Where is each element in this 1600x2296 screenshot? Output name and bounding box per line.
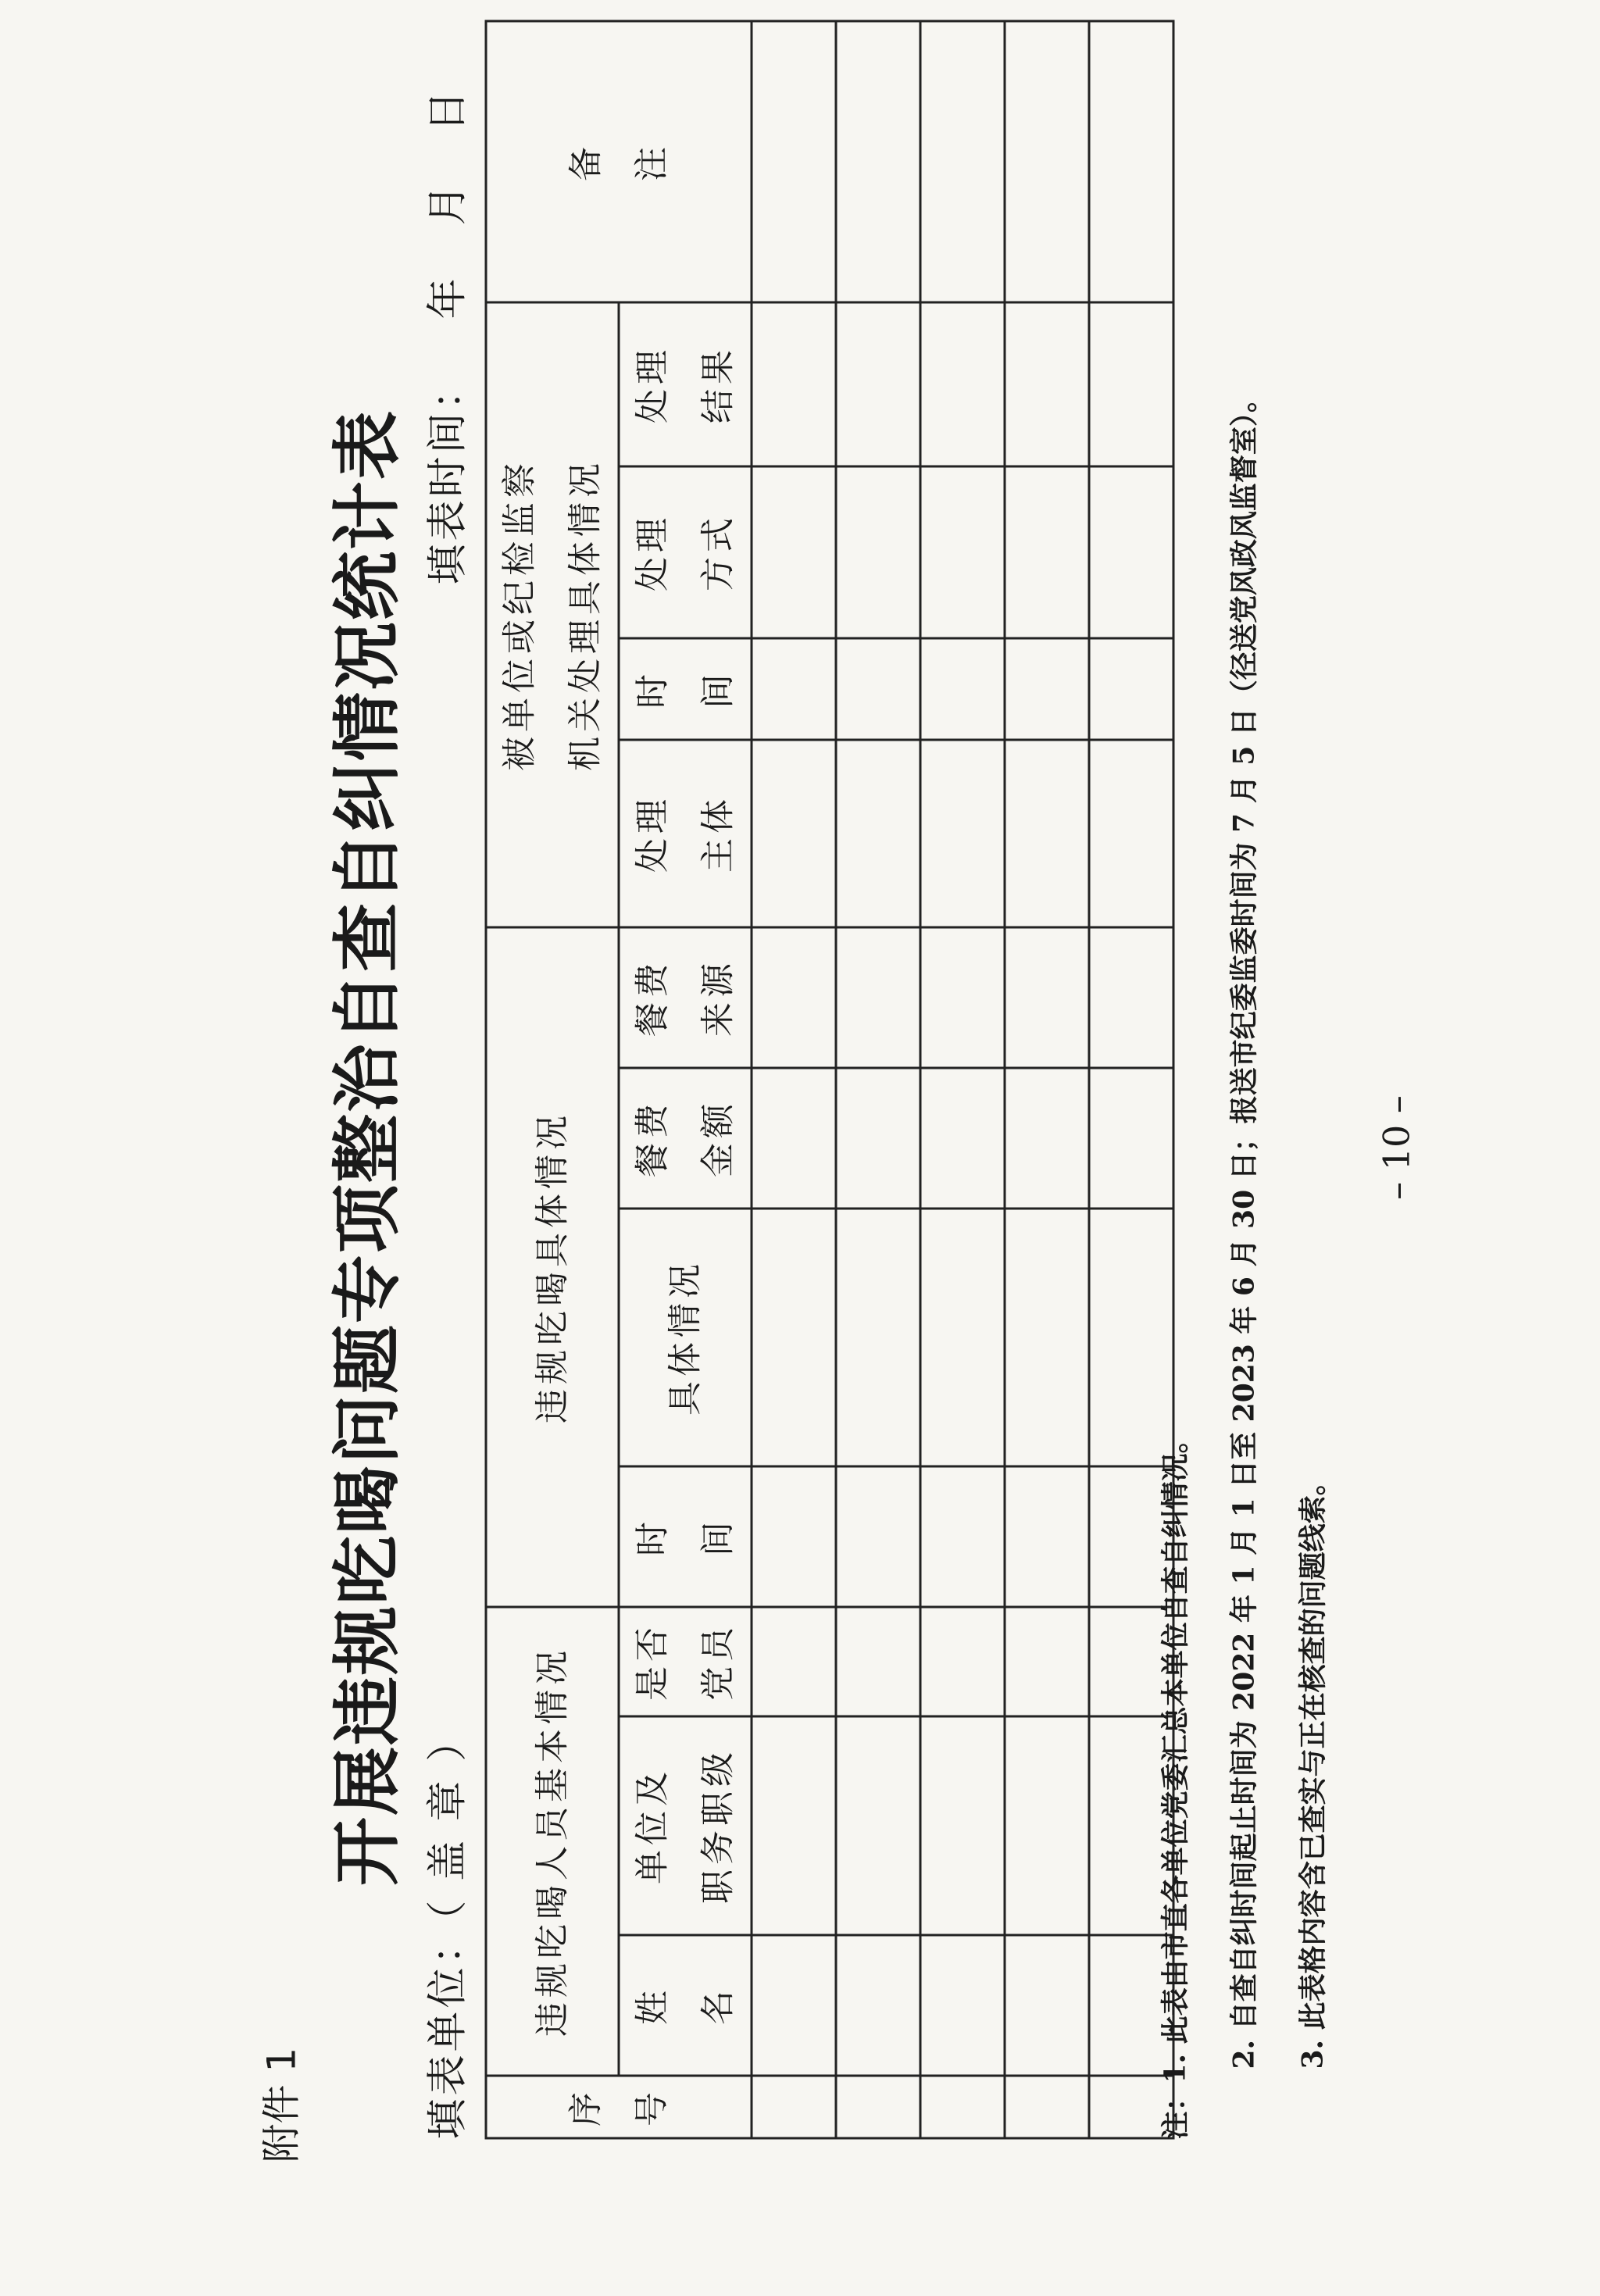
table-cell bbox=[920, 740, 1005, 927]
table-cell bbox=[920, 1935, 1005, 2076]
table-cell bbox=[1005, 927, 1089, 1068]
table-cell bbox=[752, 302, 836, 466]
header-meal-amount: 餐费 金额 bbox=[619, 1068, 752, 1209]
table-cell bbox=[920, 638, 1005, 740]
table-cell bbox=[1089, 21, 1173, 302]
table-cell bbox=[836, 21, 920, 302]
table-cell bbox=[1005, 1209, 1089, 1466]
table-cell bbox=[920, 1716, 1005, 1935]
table-cell bbox=[1005, 1466, 1089, 1607]
table-row bbox=[752, 21, 836, 2138]
table-cell bbox=[752, 21, 836, 302]
notes bbox=[1141, 384, 1347, 2139]
header-remark: 备 注 bbox=[486, 21, 752, 302]
table-cell bbox=[752, 638, 836, 740]
header-handling-group: 被单位或纪检监察 机关处理具体情况 bbox=[486, 302, 619, 927]
table-cell bbox=[752, 1607, 836, 1716]
table-cell bbox=[836, 1466, 920, 1607]
table-cell bbox=[1005, 21, 1089, 302]
table-cell bbox=[836, 638, 920, 740]
header-handling-subject: 处理 主体 bbox=[619, 740, 752, 927]
table-cell bbox=[836, 740, 920, 927]
table-cell bbox=[920, 1209, 1005, 1466]
header-handling-method: 处理 方式 bbox=[619, 466, 752, 638]
header-time: 时 间 bbox=[619, 1466, 752, 1607]
header-handling-time: 时 间 bbox=[619, 638, 752, 740]
table-row bbox=[920, 21, 1005, 2138]
table-cell bbox=[1005, 302, 1089, 466]
table-cell bbox=[836, 302, 920, 466]
header-unit-position: 单位及 职务职级 bbox=[619, 1716, 752, 1935]
header-personnel-group: 违规吃喝人员基本情况 bbox=[486, 1607, 619, 2076]
header-detail: 具体情况 bbox=[619, 1209, 752, 1466]
table-cell bbox=[1005, 1068, 1089, 1209]
table-cell bbox=[752, 1716, 836, 1935]
note-1: 注：1. 此表由市直各单位党委汇总本单位自查自纠情况。 bbox=[1159, 1425, 1191, 2140]
table-cell bbox=[836, 1607, 920, 1716]
header-name: 姓 名 bbox=[619, 1935, 752, 2076]
table-cell bbox=[1005, 638, 1089, 740]
header-details-group: 违规吃喝具体情况 bbox=[486, 927, 619, 1607]
table-cell bbox=[752, 1935, 836, 2076]
table-row bbox=[1005, 21, 1089, 2138]
day-label: 日 bbox=[424, 91, 471, 132]
header-handling-result: 处理 结果 bbox=[619, 302, 752, 466]
table-row bbox=[836, 21, 920, 2138]
note-3: 3. 此表格内容含已查实与正在核查的问题线索。 bbox=[1296, 1467, 1329, 2069]
header-party-member: 是否 党员 bbox=[619, 1607, 752, 1716]
table-cell bbox=[1005, 466, 1089, 638]
table-cell bbox=[836, 1935, 920, 2076]
table-cell bbox=[752, 466, 836, 638]
year-label: 年 bbox=[424, 278, 471, 320]
table-cell bbox=[752, 1209, 836, 1466]
table-cell bbox=[1005, 1935, 1089, 2076]
table-cell bbox=[920, 1068, 1005, 1209]
header-seq: 序 号 bbox=[486, 2076, 752, 2138]
table-cell bbox=[836, 1209, 920, 1466]
table-cell bbox=[920, 1466, 1005, 1607]
month-label: 月 bbox=[424, 184, 471, 226]
header-meal-source: 餐费 来源 bbox=[619, 927, 752, 1068]
table-cell bbox=[920, 1607, 1005, 1716]
table-cell bbox=[836, 466, 920, 638]
table-cell bbox=[836, 927, 920, 1068]
table-cell bbox=[836, 2076, 920, 2138]
header-row-columns bbox=[619, 21, 752, 2138]
table-cell bbox=[920, 21, 1005, 302]
page-title: 开展违规吃喝问题专项整治自查自纠情况统计表 bbox=[327, 409, 407, 1887]
fill-unit-label: 填表单位：（ 盖 章 ） bbox=[424, 1717, 471, 2140]
table-cell bbox=[752, 1466, 836, 1607]
page-number: – 10 – bbox=[1375, 1095, 1417, 1200]
statistics-table bbox=[484, 20, 1174, 2139]
table-cell bbox=[752, 927, 836, 1068]
attachment-label: 附件 1 bbox=[259, 2047, 304, 2163]
table-cell bbox=[752, 1068, 836, 1209]
table-cell bbox=[920, 2076, 1005, 2138]
note-2: 2. 自查自纠时间起止时间为 2022 年 1 月 1 日至 2023 年 6 月 30 日；报送市纪委监委时间为 7 月 5 日（径送党风政风监督室）。 bbox=[1227, 384, 1260, 2069]
table-cell bbox=[752, 740, 836, 927]
table-cell bbox=[1005, 740, 1089, 927]
table-cell bbox=[836, 1716, 920, 1935]
table-cell bbox=[1005, 1716, 1089, 1935]
table-cell bbox=[1005, 2076, 1089, 2138]
table-cell bbox=[920, 927, 1005, 1068]
fill-time-label: 填表时间： bbox=[424, 366, 471, 585]
table-cell bbox=[1005, 1607, 1089, 1716]
table-cell bbox=[920, 302, 1005, 466]
table-cell bbox=[752, 2076, 836, 2138]
table-cell bbox=[920, 466, 1005, 638]
header-row-groups bbox=[486, 21, 619, 2138]
table-cell bbox=[836, 1068, 920, 1209]
